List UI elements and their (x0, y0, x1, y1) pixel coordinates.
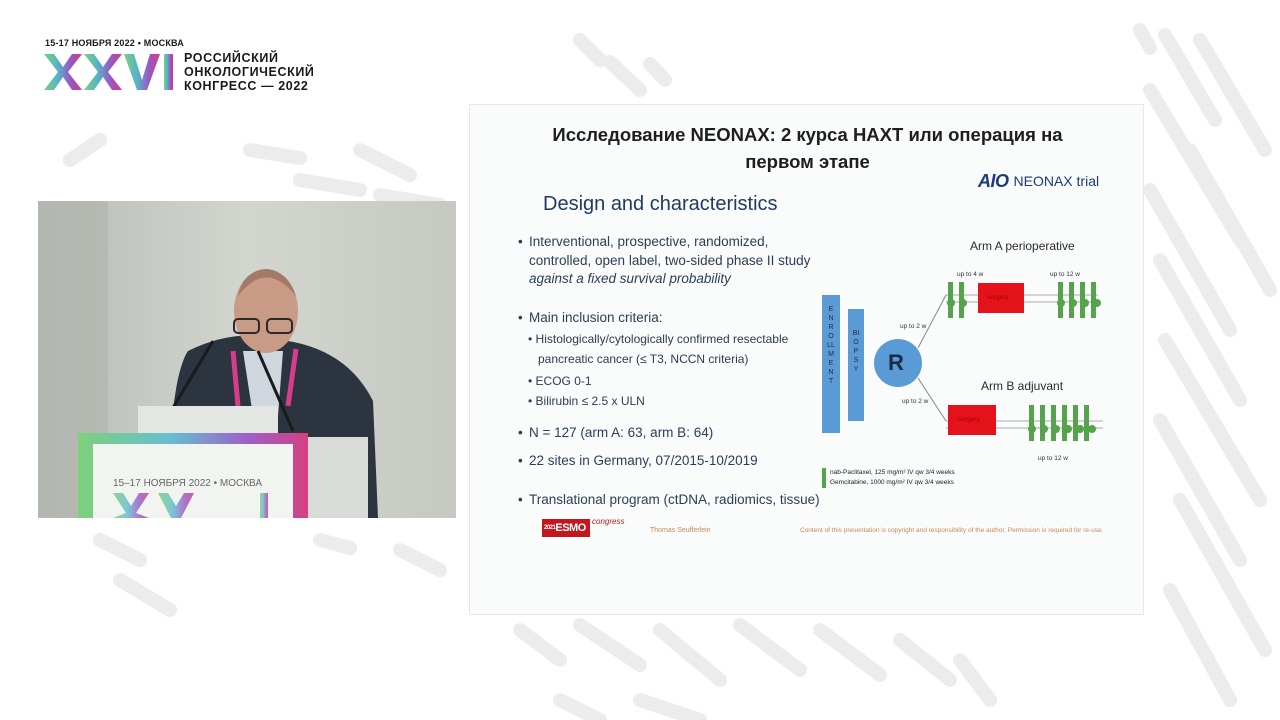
bullet-n-label: N = 127 (arm A: 63, arm B: 64) (529, 425, 714, 440)
bullet-sites: • 22 sites in Germany, 07/2015-10/2019 (518, 453, 758, 468)
speaker-video (38, 201, 456, 518)
slide-author: Thomas Seufferlein (650, 527, 711, 534)
bullet-design-line2: controlled, open label, two-sided phase II study (529, 253, 811, 268)
arm-b-upto2w: up to 2 w (902, 398, 929, 405)
bullet-design-line3: against a fixed survival probability (529, 271, 731, 286)
legend-nab-paclitaxel: nab-Paclitaxel, 125 mg/m² IV qw 3/4 weeks (830, 469, 955, 476)
bullet-translational: • Translational program (ctDNA, radiomics, tissue) (518, 492, 820, 507)
bullet-sites-label: 22 sites in Germany, 07/2015-10/2019 (529, 453, 758, 468)
bullet-translational-label: Translational program (ctDNA, radiomics, tissue) (529, 492, 820, 507)
congress-name-line2: ОНКОЛОГИЧЕСКИЙ (184, 65, 315, 79)
biopsy-label: BIOPSY (852, 330, 860, 373)
slide-subheading: Design and characteristics (543, 193, 778, 215)
bullet-n: • N = 127 (arm A: 63, arm B: 64) (518, 425, 714, 440)
speaker-video-frame (38, 201, 456, 518)
criterion-histology-line1: Histologically/cytologically confirmed resectable (535, 332, 789, 346)
presentation-slide (469, 104, 1144, 615)
arm-b-surgery-label: surgery (958, 416, 980, 423)
bullet-design: • Interventional, prospective, randomized, (518, 234, 769, 249)
podium-date: 15–17 НОЯБРЯ 2022 • МОСКВА (113, 478, 263, 489)
esmo-box (542, 519, 590, 537)
arm-a-surgery-label: surgery (987, 294, 1009, 301)
congress-logo (44, 38, 344, 98)
arm-a-upto12w: up to 12 w (1050, 271, 1080, 278)
trial-logo-name: NEONAX trial (1013, 173, 1100, 189)
bullet-inclusion-label: Main inclusion criteria: (529, 310, 663, 325)
esmo-logo (542, 519, 624, 537)
bullet-inclusion: • Main inclusion criteria: (518, 310, 663, 325)
congress-name (184, 51, 315, 93)
esmo-year: 2021 (544, 525, 556, 531)
arm-b-schedule (946, 405, 1103, 441)
arm-a-upto2w: up to 2 w (900, 323, 927, 330)
criterion-histology: • Histologically/cytologically confirmed resectable (528, 332, 789, 346)
criterion-ecog: • ECOG 0-1 (528, 374, 592, 388)
arm-a-upto4w: up to 4 w (957, 271, 984, 278)
congress-date: 15-17 НОЯБРЯ 2022 • МОСКВА (45, 38, 185, 48)
arm-b-upto12w: up to 12 w (1038, 455, 1068, 462)
congress-name-line1: РОССИЙСКИЙ (184, 51, 279, 65)
enrollment-label: ENROLLMENT (827, 306, 835, 385)
criterion-bilirubin: • Bilirubin ≤ 2.5 x ULN (528, 394, 645, 408)
slide-title (470, 121, 1144, 175)
criterion-histology-line2: pancreatic cancer (≤ T3, NCCN criteria) (538, 352, 749, 366)
congress-name-line3: КОНГРЕСС — 2022 (184, 79, 309, 93)
bullet-design-line1: Interventional, prospective, randomized, (529, 234, 769, 249)
legend-swatch (822, 468, 826, 488)
esmo-text: ESMO (555, 522, 586, 534)
esmo-congress-label: congress (592, 517, 625, 526)
slide-footer (542, 519, 1142, 543)
arm-a-label: Arm A perioperative (970, 239, 1075, 253)
study-design-diagram (818, 233, 1138, 503)
arm-a-schedule (946, 282, 1101, 318)
roman-numeral-logo (44, 50, 176, 92)
legend-gemcitabine: Gemcitabine, 1000 mg/m² IV qw 3/4 weeks (830, 479, 954, 486)
slide-title-line1: Исследование NEONAX: 2 курса НАХТ или операция на (552, 124, 1063, 145)
randomization-label: R (888, 350, 904, 375)
slide-title-line2: первом этапе (745, 151, 870, 172)
trial-logo (978, 171, 1099, 191)
criterion-bilirubin-label: Bilirubin ≤ 2.5 x ULN (535, 394, 645, 408)
copyright-disclaimer: Content of this presentation is copyright and responsibility of the author. Permission is required for re-use. (800, 527, 1104, 534)
aio-logo: AIO (978, 170, 1009, 191)
criterion-ecog-label: ECOG 0-1 (535, 374, 592, 388)
arm-b-label: Arm B adjuvant (981, 379, 1064, 393)
